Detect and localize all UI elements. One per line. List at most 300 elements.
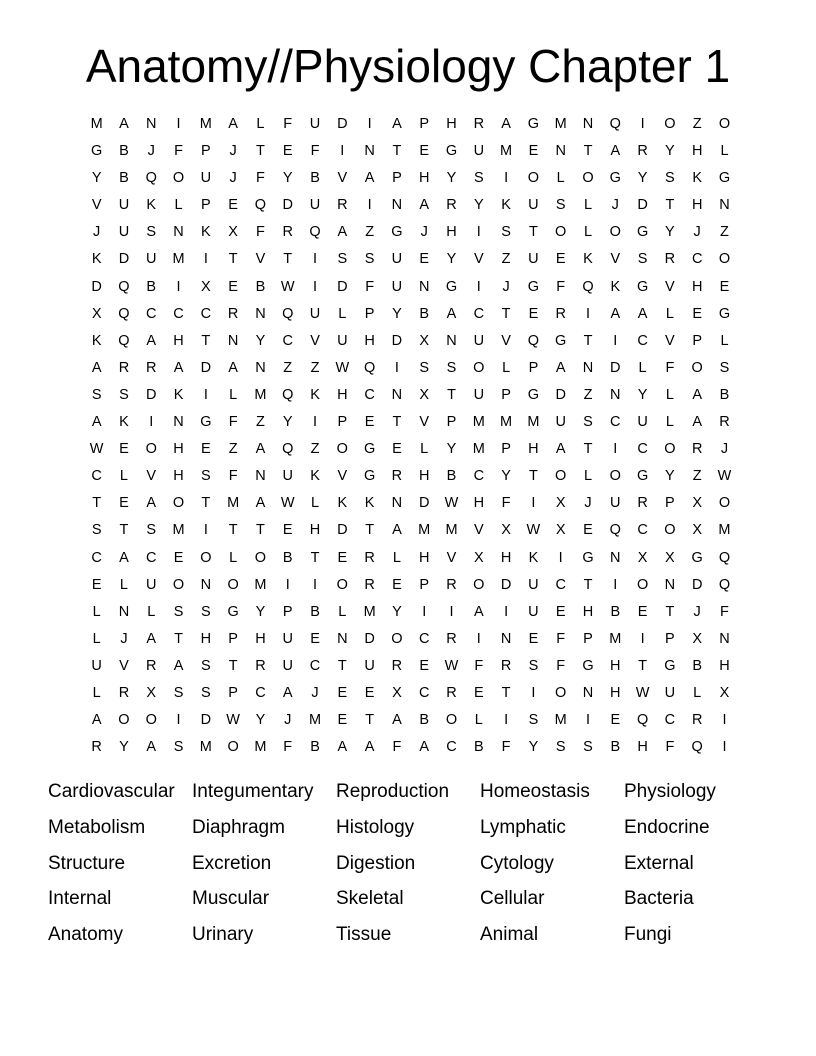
letter-cell[interactable]: E (201, 441, 211, 458)
letter-cell[interactable]: C (446, 739, 457, 756)
letter-cell[interactable]: N (391, 386, 403, 403)
letter-cell[interactable]: R (446, 197, 457, 214)
letter-cell[interactable]: U (118, 224, 130, 241)
letter-cell[interactable]: F (501, 739, 511, 756)
letter-cell[interactable]: I (285, 576, 290, 593)
letter-cell[interactable]: R (364, 576, 375, 593)
letter-cell[interactable]: I (176, 116, 181, 132)
letter-cell[interactable]: S (665, 170, 675, 187)
letter-cell[interactable]: E (419, 251, 430, 268)
letter-cell[interactable]: F (228, 468, 238, 485)
letter-cell[interactable]: P (528, 359, 539, 376)
letter-cell[interactable]: I (176, 712, 181, 729)
letter-cell[interactable]: D (500, 576, 512, 593)
letter-cell[interactable]: E (119, 441, 129, 458)
letter-cell[interactable]: S (146, 522, 157, 539)
letter-cell[interactable]: G (91, 143, 103, 160)
letter-cell[interactable]: B (610, 739, 621, 756)
letter-cell[interactable]: I (476, 278, 481, 295)
letter-cell[interactable]: X (665, 549, 675, 566)
letter-cell[interactable]: I (613, 441, 618, 458)
letter-cell[interactable]: P (446, 414, 457, 431)
letter-cell[interactable]: R (637, 143, 648, 160)
letter-cell[interactable]: R (118, 359, 130, 376)
letter-cell[interactable]: U (91, 657, 102, 674)
letter-cell[interactable]: Z (692, 116, 702, 132)
letter-cell[interactable]: Y (446, 441, 457, 458)
letter-cell[interactable]: T (583, 441, 593, 458)
letter-cell[interactable]: F (501, 495, 511, 512)
letter-cell[interactable]: H (173, 468, 184, 485)
letter-cell[interactable]: V (255, 251, 266, 268)
letter-cell[interactable]: X (555, 522, 566, 539)
letter-cell[interactable]: X (228, 224, 238, 241)
letter-cell[interactable]: N (582, 116, 594, 132)
letter-cell[interactable]: L (420, 441, 429, 458)
letter-cell[interactable]: J (693, 224, 701, 241)
letter-cell[interactable]: J (693, 603, 701, 620)
letter-cell[interactable]: J (229, 143, 237, 160)
letter-cell[interactable]: G (527, 386, 540, 403)
letter-cell[interactable]: S (583, 739, 593, 756)
letter-cell[interactable]: R (691, 441, 703, 458)
letter-cell[interactable]: I (367, 116, 372, 132)
letter-cell[interactable]: G (200, 414, 212, 431)
letter-cell[interactable]: Z (501, 251, 511, 268)
letter-cell[interactable]: H (364, 332, 375, 349)
letter-cell[interactable]: Y (255, 712, 266, 729)
letter-cell[interactable]: G (555, 332, 567, 349)
letter-cell[interactable]: K (173, 386, 184, 403)
letter-cell[interactable]: A (173, 359, 184, 376)
letter-cell[interactable]: O (664, 441, 676, 458)
letter-cell[interactable]: A (146, 332, 157, 349)
letter-cell[interactable]: H (173, 332, 184, 349)
letter-cell[interactable]: C (637, 522, 648, 539)
letter-cell[interactable]: N (391, 495, 403, 512)
letter-cell[interactable]: U (282, 657, 293, 674)
letter-cell[interactable]: H (582, 603, 594, 620)
letter-cell[interactable]: Q (309, 224, 321, 241)
letter-cell[interactable]: S (501, 224, 511, 241)
letter-cell[interactable]: V (665, 278, 675, 295)
letter-cell[interactable]: F (256, 170, 265, 187)
letter-cell[interactable]: H (610, 657, 621, 674)
letter-cell[interactable]: X (719, 684, 730, 701)
letter-cell[interactable]: I (476, 224, 481, 241)
letter-cell[interactable]: B (255, 278, 266, 295)
letter-cell[interactable]: K (119, 414, 129, 431)
letter-cell[interactable]: B (719, 386, 730, 403)
letter-cell[interactable]: D (146, 386, 157, 403)
letter-cell[interactable]: F (665, 359, 675, 376)
letter-cell[interactable]: T (665, 603, 675, 620)
letter-cell[interactable]: N (582, 359, 594, 376)
letter-cell[interactable]: L (256, 116, 265, 132)
letter-cell[interactable]: L (119, 576, 128, 593)
letter-cell[interactable]: F (365, 278, 375, 295)
letter-cell[interactable]: Y (392, 603, 402, 620)
letter-cell[interactable]: O (718, 116, 731, 132)
letter-cell[interactable]: R (146, 359, 157, 376)
letter-cell[interactable]: P (392, 170, 402, 187)
letter-cell[interactable]: Z (228, 441, 238, 458)
letter-cell[interactable]: P (665, 630, 675, 647)
letter-cell[interactable]: M (199, 116, 212, 132)
letter-cell[interactable]: V (501, 332, 511, 349)
letter-cell[interactable]: A (255, 495, 266, 512)
letter-cell[interactable]: C (309, 657, 321, 674)
letter-cell[interactable]: N (391, 197, 403, 214)
letter-cell[interactable]: P (364, 305, 375, 322)
letter-cell[interactable]: V (337, 170, 348, 187)
letter-cell[interactable]: S (555, 739, 566, 756)
letter-cell[interactable]: D (337, 278, 348, 295)
letter-cell[interactable]: J (311, 684, 319, 701)
letter-cell[interactable]: Q (609, 116, 621, 132)
letter-cell[interactable]: Y (637, 170, 648, 187)
letter-cell[interactable]: U (473, 386, 485, 403)
letter-cell[interactable]: E (282, 522, 293, 539)
letter-cell[interactable]: Y (446, 251, 457, 268)
letter-cell[interactable]: T (583, 576, 593, 593)
letter-cell[interactable]: K (91, 251, 102, 268)
letter-cell[interactable]: Y (392, 305, 402, 322)
letter-cell[interactable]: X (692, 630, 703, 647)
letter-cell[interactable]: X (473, 549, 484, 566)
letter-cell[interactable]: G (363, 441, 376, 458)
letter-cell[interactable]: F (474, 657, 484, 674)
letter-cell[interactable]: V (91, 197, 102, 214)
letter-cell[interactable]: N (255, 359, 266, 376)
letter-cell[interactable]: O (391, 630, 403, 647)
letter-cell[interactable]: M (227, 495, 240, 512)
letter-cell[interactable]: B (146, 278, 157, 295)
letter-cell[interactable]: D (91, 278, 102, 295)
letter-cell[interactable]: A (146, 630, 157, 647)
letter-cell[interactable]: B (119, 143, 129, 160)
letter-cell[interactable]: J (229, 170, 237, 187)
letter-cell[interactable]: R (255, 657, 266, 674)
letter-cell[interactable]: X (692, 495, 703, 512)
letter-cell[interactable]: E (637, 603, 648, 620)
letter-cell[interactable]: D (691, 576, 703, 593)
letter-cell[interactable]: E (692, 305, 703, 322)
letter-cell[interactable]: L (638, 359, 647, 376)
letter-cell[interactable]: N (664, 576, 676, 593)
letter-cell[interactable]: O (609, 224, 621, 241)
letter-cell[interactable]: F (556, 657, 566, 674)
letter-cell[interactable]: N (200, 576, 212, 593)
letter-cell[interactable]: G (227, 603, 239, 620)
letter-cell[interactable]: O (664, 522, 676, 539)
letter-cell[interactable]: L (392, 549, 401, 566)
letter-cell[interactable]: R (227, 305, 239, 322)
letter-cell[interactable]: A (173, 657, 184, 674)
letter-cell[interactable]: U (337, 332, 348, 349)
letter-cell[interactable]: E (419, 657, 430, 674)
letter-cell[interactable]: T (283, 251, 293, 268)
letter-cell[interactable]: G (718, 305, 731, 322)
letter-cell[interactable]: Z (583, 386, 593, 403)
letter-cell[interactable]: K (364, 495, 375, 512)
letter-cell[interactable]: U (473, 332, 485, 349)
letter-cell[interactable]: T (119, 522, 129, 539)
letter-cell[interactable]: O (172, 495, 185, 512)
letter-cell[interactable]: M (527, 414, 540, 431)
letter-cell[interactable]: S (637, 251, 648, 268)
letter-cell[interactable]: U (309, 197, 321, 214)
letter-cell[interactable]: F (310, 143, 320, 160)
letter-cell[interactable]: P (201, 197, 211, 214)
letter-cell[interactable]: M (472, 414, 485, 431)
letter-cell[interactable]: N (555, 143, 566, 160)
letter-cell[interactable]: H (255, 630, 266, 647)
letter-cell[interactable]: E (555, 603, 566, 620)
letter-cell[interactable]: U (364, 657, 375, 674)
letter-cell[interactable]: W (280, 278, 295, 295)
letter-cell[interactable]: X (419, 332, 430, 349)
letter-cell[interactable]: F (556, 630, 566, 647)
letter-cell[interactable]: R (446, 576, 457, 593)
letter-cell[interactable]: H (418, 549, 430, 566)
letter-cell[interactable]: A (91, 712, 102, 729)
letter-cell[interactable]: E (337, 712, 348, 729)
letter-cell[interactable]: K (528, 549, 539, 566)
letter-cell[interactable]: K (91, 332, 102, 349)
letter-cell[interactable]: W (444, 495, 459, 512)
letter-cell[interactable]: G (636, 278, 649, 295)
letter-cell[interactable]: O (227, 576, 239, 593)
letter-cell[interactable]: H (691, 278, 703, 295)
letter-cell[interactable]: R (146, 657, 157, 674)
letter-cell[interactable]: C (691, 251, 703, 268)
letter-cell[interactable]: S (528, 712, 539, 729)
letter-cell[interactable]: V (310, 332, 320, 349)
letter-cell[interactable]: L (665, 414, 674, 431)
letter-cell[interactable]: E (228, 278, 238, 295)
letter-cell[interactable]: A (282, 684, 293, 701)
letter-cell[interactable]: E (364, 684, 375, 701)
letter-cell[interactable]: Y (665, 143, 675, 160)
letter-cell[interactable]: M (172, 251, 185, 268)
letter-cell[interactable]: A (692, 386, 703, 403)
letter-cell[interactable]: F (720, 603, 729, 620)
letter-cell[interactable]: I (613, 332, 618, 349)
letter-cell[interactable]: K (501, 197, 511, 214)
letter-cell[interactable]: I (476, 630, 481, 647)
letter-cell[interactable]: N (255, 468, 266, 485)
letter-cell[interactable]: I (531, 684, 536, 701)
letter-cell[interactable]: G (636, 224, 649, 241)
letter-cell[interactable]: W (526, 522, 541, 539)
letter-cell[interactable]: Q (282, 386, 294, 403)
letter-cell[interactable]: U (610, 495, 621, 512)
letter-cell[interactable]: B (310, 739, 320, 756)
letter-cell[interactable]: T (201, 332, 211, 349)
letter-cell[interactable]: K (310, 386, 320, 403)
letter-cell[interactable]: B (282, 549, 293, 566)
letter-cell[interactable]: I (504, 603, 509, 620)
letter-cell[interactable]: Q (718, 549, 731, 566)
letter-cell[interactable]: N (337, 630, 348, 647)
letter-cell[interactable]: B (473, 739, 484, 756)
letter-cell[interactable]: I (340, 143, 345, 160)
letter-cell[interactable]: A (392, 712, 402, 729)
letter-cell[interactable]: V (119, 657, 129, 674)
letter-cell[interactable]: D (337, 116, 348, 132)
letter-cell[interactable]: P (228, 630, 238, 647)
letter-cell[interactable]: O (527, 170, 540, 187)
letter-cell[interactable]: A (419, 739, 430, 756)
letter-cell[interactable]: C (146, 305, 157, 322)
letter-cell[interactable]: Z (310, 359, 320, 376)
letter-cell[interactable]: A (501, 116, 511, 132)
letter-cell[interactable]: I (504, 712, 509, 729)
letter-cell[interactable]: Z (256, 414, 265, 431)
letter-cell[interactable]: O (609, 468, 621, 485)
letter-cell[interactable]: W (635, 684, 650, 701)
letter-cell[interactable]: A (473, 603, 484, 620)
letter-cell[interactable]: L (338, 603, 347, 620)
letter-cell[interactable]: T (228, 522, 238, 539)
letter-cell[interactable]: F (256, 224, 265, 241)
letter-cell[interactable]: L (119, 468, 128, 485)
letter-cell[interactable]: C (255, 684, 266, 701)
letter-cell[interactable]: J (147, 143, 155, 160)
letter-cell[interactable]: M (609, 630, 622, 647)
letter-cell[interactable]: L (474, 712, 483, 729)
letter-cell[interactable]: R (719, 414, 730, 431)
letter-cell[interactable]: E (173, 549, 184, 566)
letter-cell[interactable]: L (92, 630, 101, 647)
letter-cell[interactable]: U (309, 305, 321, 322)
letter-cell[interactable]: L (310, 495, 320, 512)
letter-cell[interactable]: M (172, 522, 185, 539)
letter-cell[interactable]: T (583, 143, 593, 160)
letter-cell[interactable]: T (256, 522, 265, 539)
letter-cell[interactable]: T (228, 251, 238, 268)
letter-cell[interactable]: E (364, 414, 375, 431)
letter-cell[interactable]: B (419, 712, 430, 729)
letter-cell[interactable]: D (555, 386, 566, 403)
letter-cell[interactable]: Q (691, 739, 703, 756)
letter-cell[interactable]: Q (254, 197, 267, 214)
letter-cell[interactable]: I (367, 197, 372, 214)
letter-cell[interactable]: G (718, 170, 731, 187)
letter-cell[interactable]: A (610, 305, 621, 322)
letter-cell[interactable]: B (419, 305, 430, 322)
letter-cell[interactable]: J (584, 495, 592, 512)
letter-cell[interactable]: A (146, 739, 157, 756)
letter-cell[interactable]: B (446, 468, 457, 485)
letter-cell[interactable]: U (664, 684, 676, 701)
letter-cell[interactable]: E (419, 143, 430, 160)
letter-cell[interactable]: Q (636, 712, 649, 729)
letter-cell[interactable]: R (364, 549, 375, 566)
letter-cell[interactable]: K (583, 251, 593, 268)
letter-cell[interactable]: T (528, 468, 538, 485)
letter-cell[interactable]: C (91, 468, 102, 485)
letter-cell[interactable]: Q (118, 332, 130, 349)
letter-cell[interactable]: Z (365, 224, 375, 241)
letter-cell[interactable]: C (473, 468, 485, 485)
letter-cell[interactable]: J (420, 224, 428, 241)
letter-cell[interactable]: Y (665, 224, 675, 241)
letter-cell[interactable]: O (145, 712, 157, 729)
letter-cell[interactable]: P (583, 630, 593, 647)
letter-cell[interactable]: S (719, 359, 730, 376)
letter-cell[interactable]: I (422, 603, 427, 620)
letter-cell[interactable]: C (473, 305, 485, 322)
letter-cell[interactable]: C (418, 684, 430, 701)
letter-cell[interactable]: T (528, 224, 538, 241)
letter-cell[interactable]: U (309, 116, 321, 132)
letter-cell[interactable]: Q (118, 278, 130, 295)
letter-cell[interactable]: E (392, 441, 402, 458)
letter-cell[interactable]: N (719, 197, 730, 214)
letter-cell[interactable]: T (92, 495, 102, 512)
letter-cell[interactable]: E (719, 278, 730, 295)
letter-cell[interactable]: T (447, 386, 456, 403)
letter-cell[interactable]: T (337, 657, 347, 674)
letter-cell[interactable]: V (610, 251, 621, 268)
letter-cell[interactable]: T (392, 143, 402, 160)
letter-cell[interactable]: W (717, 468, 732, 485)
letter-cell[interactable]: W (226, 712, 240, 729)
letter-cell[interactable]: C (200, 305, 212, 322)
letter-cell[interactable]: F (283, 739, 293, 756)
letter-cell[interactable]: H (637, 739, 648, 756)
letter-cell[interactable]: I (640, 630, 645, 647)
letter-cell[interactable]: K (610, 278, 621, 295)
letter-cell[interactable]: V (446, 549, 457, 566)
letter-cell[interactable]: S (337, 251, 348, 268)
letter-cell[interactable]: P (501, 441, 511, 458)
letter-cell[interactable]: V (473, 251, 484, 268)
letter-cell[interactable]: M (254, 739, 267, 756)
letter-cell[interactable]: P (201, 143, 211, 160)
letter-cell[interactable]: P (282, 603, 293, 620)
letter-cell[interactable]: V (337, 468, 348, 485)
letter-cell[interactable]: K (201, 224, 211, 241)
letter-cell[interactable]: S (173, 603, 184, 620)
letter-cell[interactable]: I (313, 414, 318, 431)
letter-cell[interactable]: B (610, 603, 621, 620)
letter-cell[interactable]: C (664, 712, 676, 729)
letter-cell[interactable]: U (528, 197, 539, 214)
letter-cell[interactable]: A (91, 359, 102, 376)
letter-cell[interactable]: L (583, 197, 593, 214)
letter-cell[interactable]: X (146, 684, 157, 701)
letter-cell[interactable]: M (199, 739, 212, 756)
letter-cell[interactable]: D (610, 359, 621, 376)
letter-cell[interactable]: A (610, 143, 621, 160)
letter-cell[interactable]: I (585, 712, 590, 729)
letter-cell[interactable]: L (693, 684, 702, 701)
letter-cell[interactable]: B (310, 170, 320, 187)
letter-cell[interactable]: A (692, 414, 703, 431)
letter-cell[interactable]: M (418, 522, 431, 539)
letter-cell[interactable]: A (91, 414, 102, 431)
letter-cell[interactable]: O (718, 251, 731, 268)
letter-cell[interactable]: C (555, 576, 566, 593)
letter-cell[interactable]: M (254, 386, 267, 403)
letter-cell[interactable]: T (365, 522, 375, 539)
letter-cell[interactable]: G (691, 549, 703, 566)
letter-cell[interactable]: L (583, 224, 593, 241)
letter-cell[interactable]: H (610, 684, 621, 701)
